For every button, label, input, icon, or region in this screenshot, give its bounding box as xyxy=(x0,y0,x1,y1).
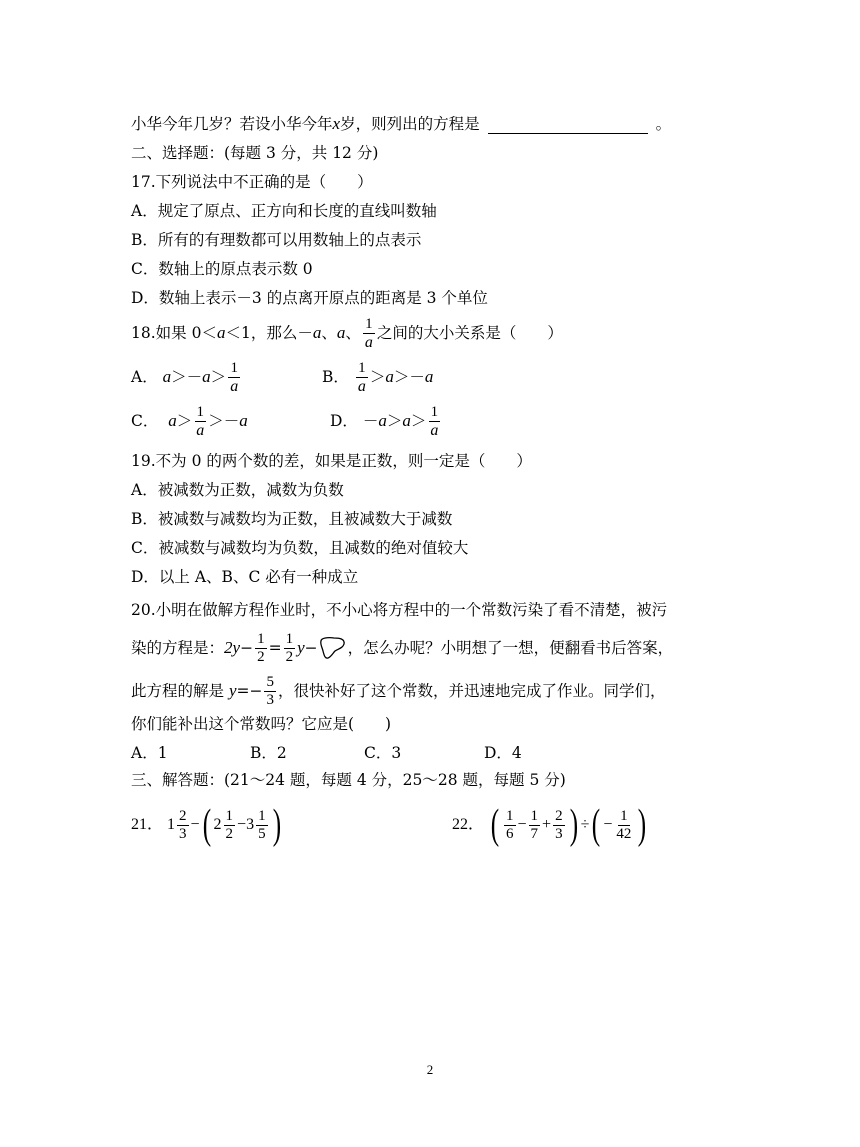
q18-stem-e: 之间的大小关系是（ ） xyxy=(376,324,563,342)
q16-text-b: 岁，则列出的方程是 xyxy=(340,115,480,133)
q19-option-d: D．以上 A、B、C 必有一种成立 xyxy=(131,568,359,586)
q18-option-c: C． a ＞ $\frac{1}{a}$ ＞ － a xyxy=(131,403,248,439)
q18-stem-c: 、 xyxy=(321,324,337,342)
q20-line2: 染的方程是： 2y − $\frac{1}{2}$ = $\frac{1}{2}$ y − ，怎么办呢？小明想了一想，便翻看书后答案， xyxy=(131,630,674,665)
q18-option-d: D． － a ＞ a ＞ $\frac{1}{a}$ xyxy=(330,403,439,439)
section2-heading: 二、选择题：(每题 3 分，共 12 分) xyxy=(131,144,379,162)
q18-stem-a: 18.如果 0＜ xyxy=(131,324,217,342)
q20-line1: 20.小明在做解方程作业时，不小心将方程中的一个常数污染了看不清楚，被污 xyxy=(131,601,668,619)
q18-frac: $\frac{1}{a}$ xyxy=(364,315,373,351)
section3-heading: 三、解答题：(21～24 题，每题 4 分，25～28 题，每题 5 分) xyxy=(131,771,566,789)
q20-option-d: D．4 xyxy=(484,744,522,762)
q18-var-c: a xyxy=(336,323,346,342)
q16-var: x xyxy=(332,114,341,133)
q16-end: 。 xyxy=(655,115,672,133)
q18-var-b: a xyxy=(312,323,322,342)
ink-stain-icon xyxy=(318,635,348,661)
q16-tail-line xyxy=(131,114,671,134)
q20-option-b: B．2 xyxy=(250,744,287,762)
q20-option-c: C．3 xyxy=(364,744,402,762)
answer-blank[interactable] xyxy=(488,117,648,134)
q17-stem: 17.下列说法中不正确的是（ ） xyxy=(131,173,373,191)
q18-stem-b: ＜1，那么－ xyxy=(225,324,313,342)
q18-option-b: B． $\frac{1}{a}$ ＞ a ＞ － a xyxy=(322,359,434,395)
q18-stem-d: 、 xyxy=(345,324,361,342)
q21-expression: 21． 1 $\frac{2}{3}$ − ( 2 $\frac{1}{2}$ − 3 $\frac{1}{5}$ ) xyxy=(131,802,281,848)
q17-option-c: C．数轴上的原点表示数 0 xyxy=(131,260,313,278)
q20-option-a: A．1 xyxy=(131,744,168,762)
page-number: 2 xyxy=(426,1062,434,1077)
q17-option-a: A．规定了原点、正方向和长度的直线叫数轴 xyxy=(131,202,437,220)
q20-line3: 此方程的解是 y =− $\frac{5}{3}$ ，很快补好了这个常数，并迅速地完成了作业。同学们， xyxy=(131,673,666,708)
q19-option-b: B．被减数与减数均为正数，且被减数大于减数 xyxy=(131,510,453,528)
q19-option-a: A．被减数为正数，减数为负数 xyxy=(131,481,344,499)
q19-stem: 19.不为 0 的两个数的差，如果是正数，则一定是（ ） xyxy=(131,452,532,470)
q17-option-d: D．数轴上表示－3 的点离开原点的距离是 3 个单位 xyxy=(131,289,488,307)
q16-text-a: 小华今年几岁？若设小华今年 xyxy=(131,115,333,133)
q19-option-c: C．被减数与减数均为负数，且减数的绝对值较大 xyxy=(131,539,469,557)
q18-var-a: a xyxy=(216,323,226,342)
q18-stem xyxy=(131,311,563,355)
q17-option-b: B．所有的有理数都可以用数轴上的点表示 xyxy=(131,231,422,249)
q20-line4: 你们能补出这个常数吗？它应是( ) xyxy=(131,715,392,733)
q18-option-a: A． a ＞ － a ＞ $\frac{1}{a}$ xyxy=(131,359,239,395)
q22-expression: 22． ( $\frac{1}{6}$ − $\frac{1}{7}$ + $\frac{2}{3}$ ) ÷ ( − $\frac{1}{42}$ ) xyxy=(452,802,647,848)
